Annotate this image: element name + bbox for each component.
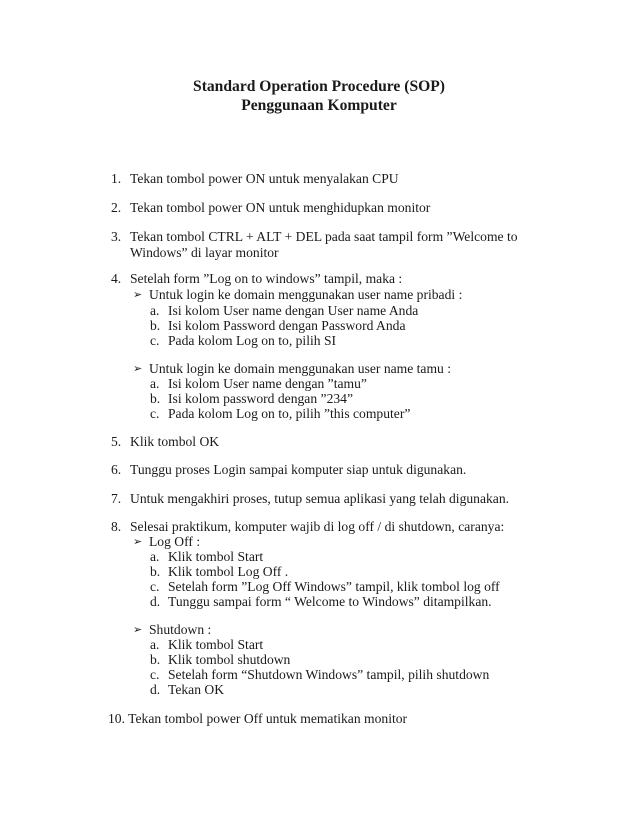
- step-text: Untuk mengakhiri proses, tutup semua aplikasi yang telah digunakan.: [130, 491, 510, 506]
- item-letter: a.: [150, 637, 160, 652]
- item-letter: c.: [150, 579, 160, 594]
- item-letter: c.: [150, 333, 160, 348]
- list-item: [150, 549, 550, 565]
- step-number: 6.: [111, 462, 122, 477]
- step-number: 8.: [111, 519, 122, 534]
- document-title: Standard Operation Procedure (SOP): [193, 78, 445, 95]
- step-text: Tunggu proses Login sampai komputer siap untuk digunakan.: [130, 462, 467, 477]
- list-item: [150, 579, 550, 595]
- item-letter: c.: [150, 406, 160, 421]
- item-letter: d.: [150, 682, 161, 697]
- step-8-group-2: [133, 622, 553, 638]
- group-label: Shutdown :: [149, 622, 212, 637]
- item-letter: b.: [150, 318, 161, 333]
- list-item: [150, 594, 550, 610]
- step-5: [111, 434, 551, 450]
- item-letter: a.: [150, 303, 160, 318]
- step-text: Setelah form ”Log on to windows” tampil, maka :: [130, 271, 403, 286]
- list-item: [150, 406, 550, 422]
- list-item: [150, 376, 550, 392]
- item-text: Isi kolom User name dengan ”tamu”: [168, 376, 367, 391]
- item-text: Klik tombol Start: [168, 637, 264, 652]
- step-text: [108, 711, 548, 727]
- step-8: [111, 519, 551, 535]
- list-item: [150, 303, 550, 319]
- arrow-bullet-icon: ➢: [133, 623, 143, 636]
- step-1: [111, 171, 551, 187]
- list-item: [150, 682, 550, 698]
- step-number: 2.: [111, 200, 122, 215]
- group-label: Untuk login ke domain menggunakan user name pribadi :: [149, 287, 463, 302]
- step-text: Tekan tombol CTRL + ALT + DEL pada saat tampil form ”Welcome to: [130, 229, 518, 244]
- step-text: Selesai praktikum, komputer wajib di log off / di shutdown, caranya:: [130, 519, 505, 534]
- item-text: Pada kolom Log on to, pilih SI: [168, 333, 337, 348]
- step-number: 4.: [111, 271, 122, 286]
- list-item: [150, 318, 550, 334]
- list-item: [150, 652, 550, 668]
- arrow-bullet-icon: ➢: [133, 535, 143, 548]
- step-number: 3.: [111, 229, 122, 244]
- group-label: Log Off :: [149, 534, 201, 549]
- step-number: 10.: [108, 711, 125, 726]
- step-3: [111, 229, 551, 261]
- step-text-body: Tekan tombol power Off untuk mematikan monitor: [128, 711, 408, 726]
- step-4: [111, 271, 551, 287]
- item-text: Isi kolom User name dengan User name Anda: [168, 303, 419, 318]
- item-letter: a.: [150, 549, 160, 564]
- item-text: Isi kolom Password dengan Password Anda: [168, 318, 406, 333]
- item-letter: b.: [150, 391, 161, 406]
- step-4-group-2: [133, 361, 553, 377]
- step-6: [111, 462, 551, 478]
- item-text: Tunggu sampai form “ Welcome to Windows” ditampilkan.: [168, 594, 492, 609]
- step-text-continued: Windows” di layar monitor: [130, 245, 279, 260]
- list-item: [150, 667, 550, 683]
- arrow-bullet-icon: ➢: [133, 362, 143, 375]
- item-letter: b.: [150, 564, 161, 579]
- item-text: Tekan OK: [168, 682, 225, 697]
- item-text: Pada kolom Log on to, pilih ”this computer”: [168, 406, 411, 421]
- step-text: Klik tombol OK: [130, 434, 220, 449]
- item-letter: a.: [150, 376, 160, 391]
- item-text: Klik tombol shutdown: [168, 652, 291, 667]
- step-10: [108, 711, 548, 727]
- step-8-group-1: [133, 534, 553, 550]
- list-item: [150, 564, 550, 580]
- step-7: [111, 491, 551, 507]
- list-item: [150, 637, 550, 653]
- document-subtitle: Penggunaan Komputer: [241, 97, 397, 114]
- item-text: Setelah form “Shutdown Windows” tampil, pilih shutdown: [168, 667, 490, 682]
- step-2: [111, 200, 551, 216]
- step-text: Tekan tombol power ON untuk menyalakan CPU: [130, 171, 399, 186]
- item-letter: c.: [150, 667, 160, 682]
- step-text: Tekan tombol power ON untuk menghidupkan monitor: [130, 200, 431, 215]
- item-text: Klik tombol Log Off .: [168, 564, 289, 579]
- item-letter: b.: [150, 652, 161, 667]
- item-text: Setelah form ”Log Off Windows” tampil, klik tombol log off: [168, 579, 500, 594]
- step-4-group-1: [133, 287, 553, 303]
- step-number: 5.: [111, 434, 122, 449]
- list-item: [150, 391, 550, 407]
- step-number: 1.: [111, 171, 122, 186]
- item-text: Klik tombol Start: [168, 549, 264, 564]
- arrow-bullet-icon: ➢: [133, 288, 143, 301]
- item-text: Isi kolom password dengan ”234”: [168, 391, 353, 406]
- list-item: [150, 333, 550, 349]
- item-letter: d.: [150, 594, 161, 609]
- step-number: 7.: [111, 491, 122, 506]
- group-label: Untuk login ke domain menggunakan user name tamu :: [149, 361, 452, 376]
